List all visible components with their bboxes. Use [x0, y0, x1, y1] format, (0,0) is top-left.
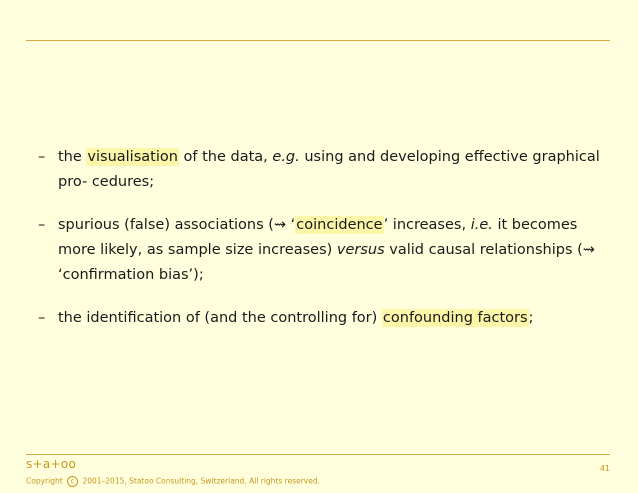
- bullet-dash: –: [38, 149, 46, 165]
- italic-text: i.e.: [470, 217, 493, 233]
- bullet-dash: –: [38, 310, 46, 326]
- bullet-text: ’ increases,: [383, 217, 471, 233]
- bullet-list: [38, 145, 610, 349]
- footer-rule: [26, 454, 610, 455]
- highlighted-term: coincidence: [296, 217, 383, 233]
- bullet-text: using and developing effective graphical pro- cedures;: [58, 149, 600, 190]
- bullet-item-confounding-factors: [38, 306, 610, 331]
- header-rule: [26, 40, 610, 41]
- bullet-text: the identification of (and the controlling for): [58, 310, 382, 326]
- bullet-text: valid causal relationships (⇝ ‘confirmation bias’);: [58, 242, 595, 283]
- italic-text: e.g.: [272, 149, 300, 165]
- copyright-text: 2001–2015, Statoo Consulting, Switzerland. All rights reserved.: [82, 476, 321, 486]
- bullet-item-visualisation: [38, 145, 610, 195]
- bullet-text: it becomes more likely, as sample size increases): [58, 217, 578, 258]
- highlighted-term: confounding factors: [382, 310, 528, 326]
- copyright-notice: [26, 476, 320, 487]
- copyright-label: Copyright: [26, 476, 63, 486]
- brand-logo-text: s+a+oo: [26, 457, 77, 471]
- bullet-text: the: [58, 149, 87, 165]
- copyright-icon: c: [67, 476, 78, 487]
- bullet-dash: –: [38, 217, 46, 233]
- bullet-text: spurious (false) associations (⇝ ‘: [58, 217, 296, 233]
- italic-text: versus: [336, 242, 385, 258]
- page-number: 41: [599, 464, 610, 473]
- bullet-text: ;: [528, 310, 534, 326]
- highlighted-term: visualisation: [87, 149, 178, 165]
- bullet-item-spurious-associations: [38, 213, 610, 288]
- bullet-text: of the data,: [178, 149, 273, 165]
